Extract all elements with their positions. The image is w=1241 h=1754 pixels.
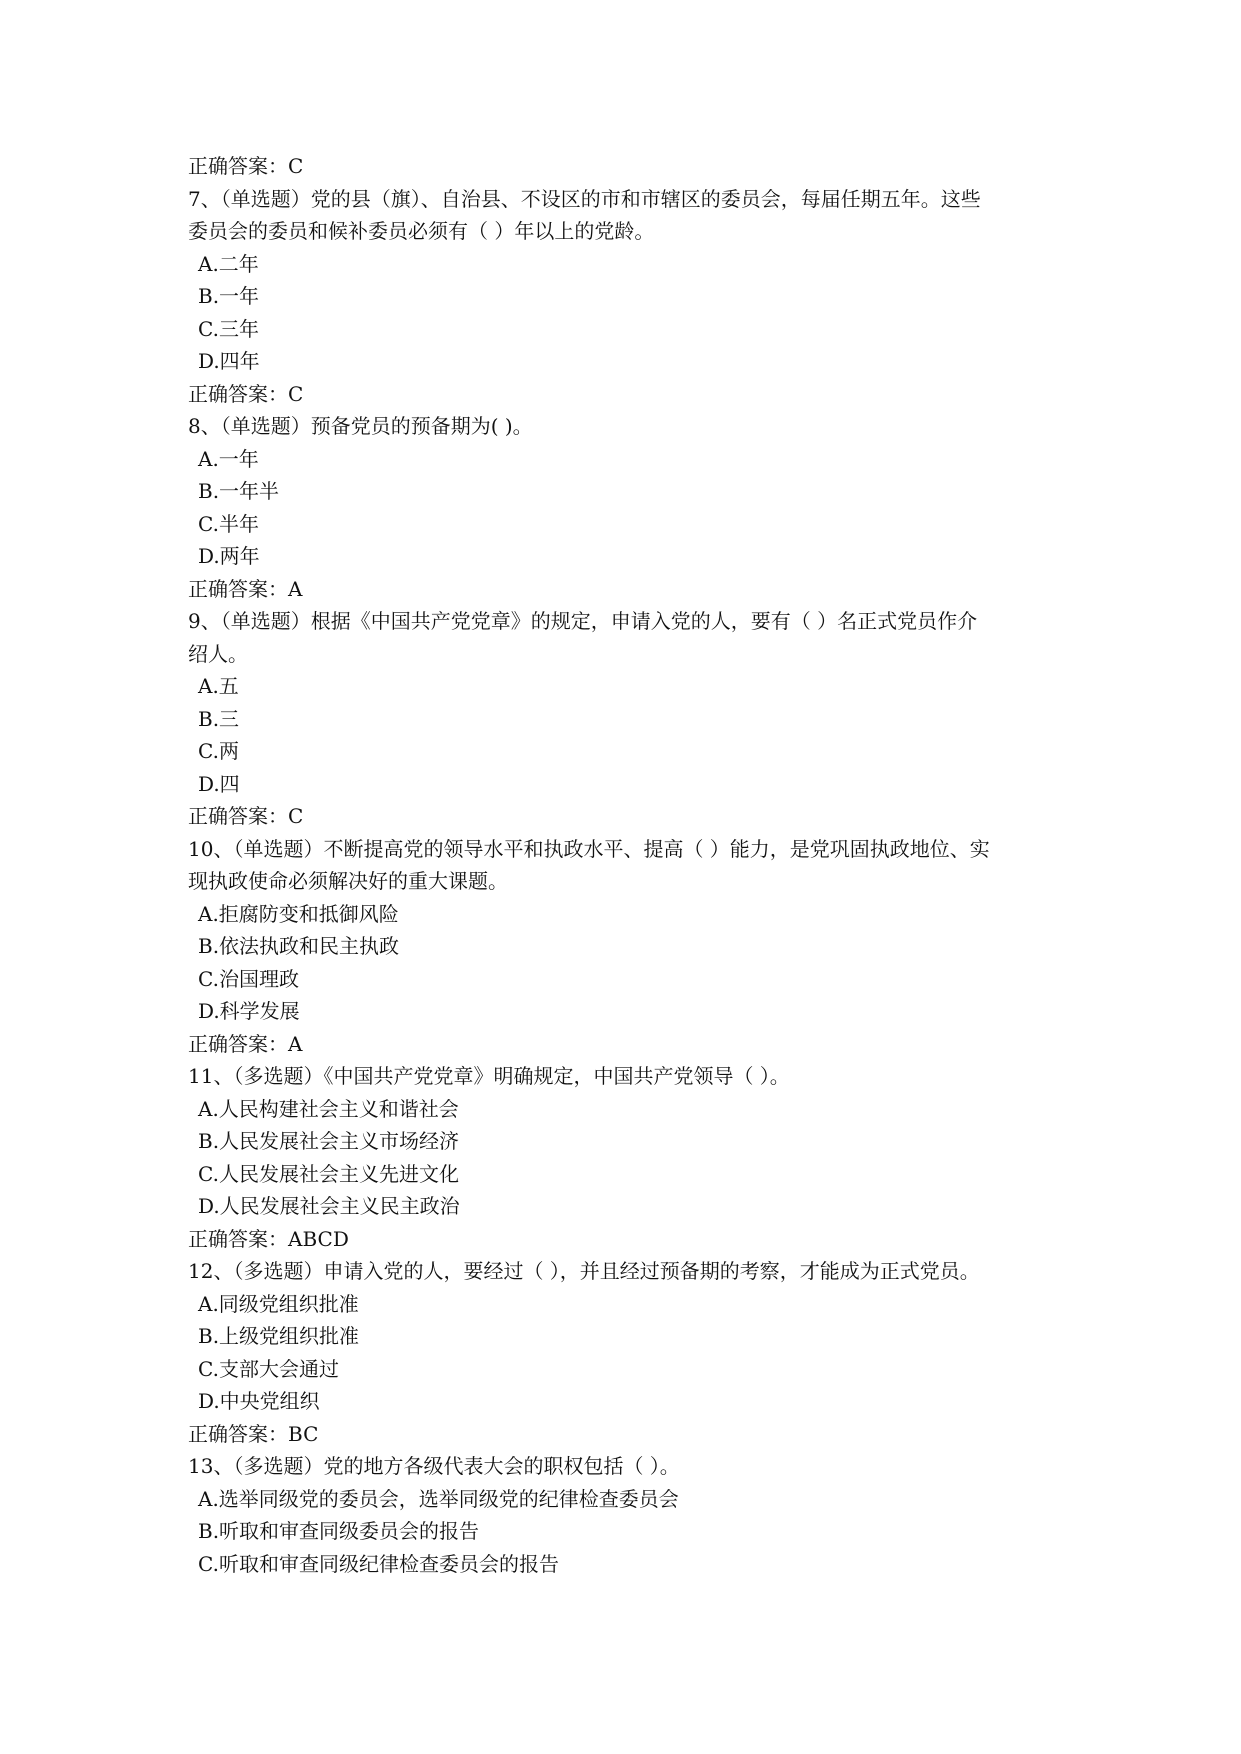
option-a: A.同级党组织批准 [198,1291,359,1316]
answer-line: 正确答案：C [188,381,304,406]
question-text-continued: 委员会的委员和候补委员必须有（ ）年以上的党龄。 [188,219,655,243]
option-b: B.一年 [198,284,260,308]
option-b: B.人民发展社会主义市场经济 [198,1129,460,1153]
answer-line: 正确答案：A [188,576,303,601]
question-block [188,1450,1068,1580]
option-d: D.四年 [198,349,260,373]
answer-line: 正确答案：C [188,804,304,828]
option-a: A.五 [198,674,239,698]
document-page [188,150,1068,1580]
question-text-continued: 现执政使命必须解决好的重大课题。 [188,869,508,893]
question-text-continued: 绍人。 [188,641,248,666]
question-text: 8、（单选题）预备党员的预备期为( )。 [188,414,533,438]
option-c: C.三年 [198,316,259,341]
answer-line: 正确答案：ABCD [188,1226,349,1251]
option-d: D.人民发展社会主义民主政治 [198,1194,460,1218]
option-c: C.听取和审查同级纪律检查委员会的报告 [198,1551,559,1576]
option-b: B.依法执政和民主执政 [198,934,400,958]
option-a: A.选举同级党的委员会，选举同级党的纪律检查委员会 [198,1486,679,1511]
option-b: B.三 [198,706,240,731]
question-block [188,1060,1068,1255]
option-b: B.听取和审查同级委员会的报告 [198,1519,480,1543]
question-block [188,1255,1068,1450]
option-c: C.两 [198,739,239,763]
option-b: B.一年半 [198,479,280,503]
question-block [188,183,1068,411]
option-d: D.两年 [198,544,260,568]
question-text: 13、（多选题）党的地方各级代表大会的职权包括（ ）。 [188,1454,680,1478]
question-block [188,410,1068,605]
option-c: C.治国理政 [198,966,299,991]
option-d: D.中央党组织 [198,1389,320,1413]
question-text: 7、（单选题）党的县（旗）、自治县、不设区的市和市辖区的委员会，每届任期五年。这些 [188,186,981,211]
option-c: C.半年 [198,511,259,536]
option-a: A.二年 [198,251,259,276]
answer-line: 正确答案：BC [188,1421,319,1446]
question-text: 11、（多选题）《中国共产党党章》明确规定，中国共产党领导（ ）。 [188,1064,790,1088]
question-text: 10、（单选题）不断提高党的领导水平和执政水平、提高（ ）能力，是党巩固执政地位、实 [188,836,990,861]
option-b: B.上级党组织批准 [198,1324,360,1348]
option-d: D.四 [198,771,240,796]
option-d: D.科学发展 [198,999,300,1023]
answer-line: 正确答案：C [188,154,304,178]
option-c: C.人民发展社会主义先进文化 [198,1161,459,1186]
answer-line: 正确答案：A [188,1031,303,1056]
option-a: A.一年 [198,446,259,471]
option-c: C.支部大会通过 [198,1356,339,1381]
question-block [188,605,1068,833]
question-block [188,833,1068,1061]
question-text: 9、（单选题）根据《中国共产党党章》的规定，申请入党的人，要有（ ）名正式党员作介 [188,609,978,633]
option-a: A.拒腐防变和抵御风险 [198,901,399,926]
option-a: A.人民构建社会主义和谐社会 [198,1096,459,1121]
question-text: 12、（多选题）申请入党的人，要经过（ ），并且经过预备期的考察，才能成为正式党员。 [188,1259,980,1283]
